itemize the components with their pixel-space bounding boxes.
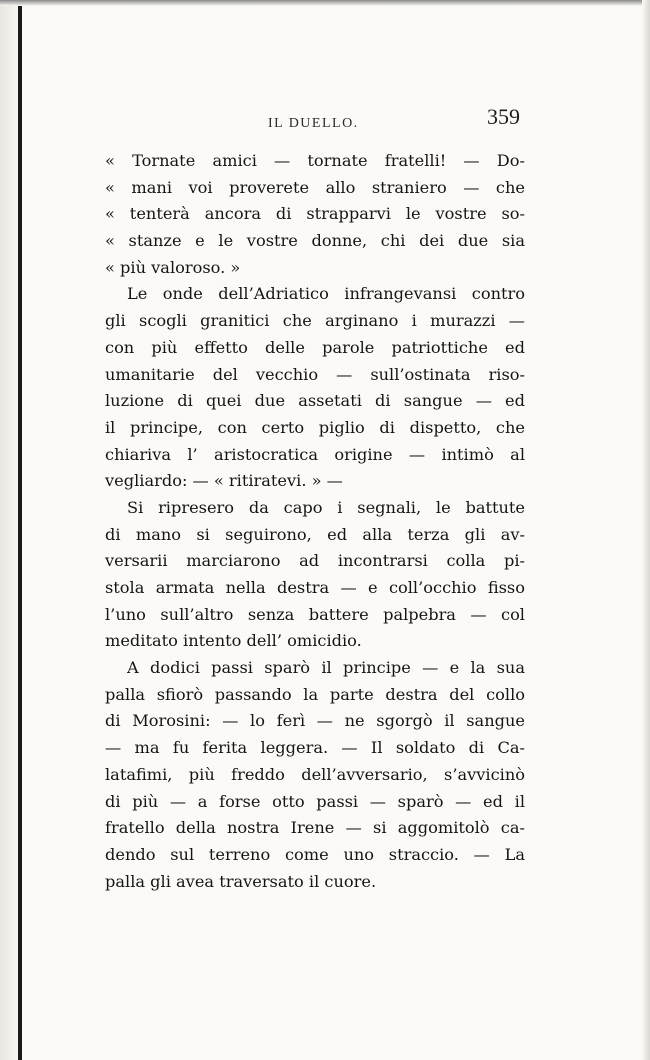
text-line: chiariva l’ aristocratica origine — intimò al (105, 444, 525, 464)
text-line: fratello della nostra Irene — si aggomitolò ca- (105, 818, 525, 838)
running-title: IL DUELLO. (268, 116, 359, 131)
binding-edge (18, 0, 22, 1060)
text-line: l’uno sull’altro senza battere palpebra — col (105, 604, 525, 624)
text-line: umanitarie del vecchio — sull’ostinata riso- (105, 364, 525, 384)
page-number: 359 (487, 104, 520, 129)
text-line: Si ripresero da capo i segnali, le battute (127, 497, 525, 517)
top-edge (0, 0, 650, 6)
binding-shadow (0, 0, 18, 1060)
text-line: gli scogli granitici che arginano i murazzi — (105, 311, 525, 331)
text-line: « mani voi proverete allo straniero — che (105, 177, 525, 197)
text-line: di mano si seguirono, ed alla terza gli av- (105, 524, 525, 544)
text-line: « più valoroso. » (105, 257, 241, 277)
text-line: meditato intento dell’ omicidio. (105, 631, 362, 651)
text-line: luzione di quei due assetati di sangue — ed (105, 391, 525, 411)
text-line: stola armata nella destra — e coll’occhio fisso (105, 578, 525, 597)
text-line: vegliardo: — « ritiratevi. » — (105, 471, 343, 491)
text-line: con più effetto delle parole patriottiche ed (105, 337, 525, 357)
text-line: dendo sul terreno come uno straccio. — La (105, 844, 525, 864)
text-line: « Tornate amici — tornate fratelli! — Do- (105, 151, 525, 170)
text-line: « stanze e le vostre donne, chi dei due sia (105, 231, 525, 251)
text-line: di Morosini: — lo ferì — ne sgorgò il sangue (105, 711, 525, 731)
text-line: « tenterà ancora di strapparvi le vostre so- (105, 204, 525, 224)
text-line: A dodici passi sparò il principe — e la sua (127, 658, 525, 678)
right-edge (642, 0, 650, 1060)
text-line: di più — a forse otto passi — sparò — ed il (105, 791, 525, 811)
text-line: — ma fu ferita leggera. — Il soldato di Ca- (105, 738, 525, 758)
text-line: versarii marciarono ad incontrarsi colla pi- (105, 551, 525, 571)
body-text (105, 148, 525, 895)
text-line: latafimi, più freddo dell’avversario, s’avvicinò (105, 764, 525, 784)
text-line: il principe, con certo piglio di dispetto, che (105, 417, 525, 437)
text-line: palla sfiorò passando la parte destra del collo (105, 684, 525, 704)
text-line: palla gli avea traversato il cuore. (105, 871, 377, 891)
text-line: Le onde dell’Adriatico infrangevansi contro (127, 284, 525, 304)
